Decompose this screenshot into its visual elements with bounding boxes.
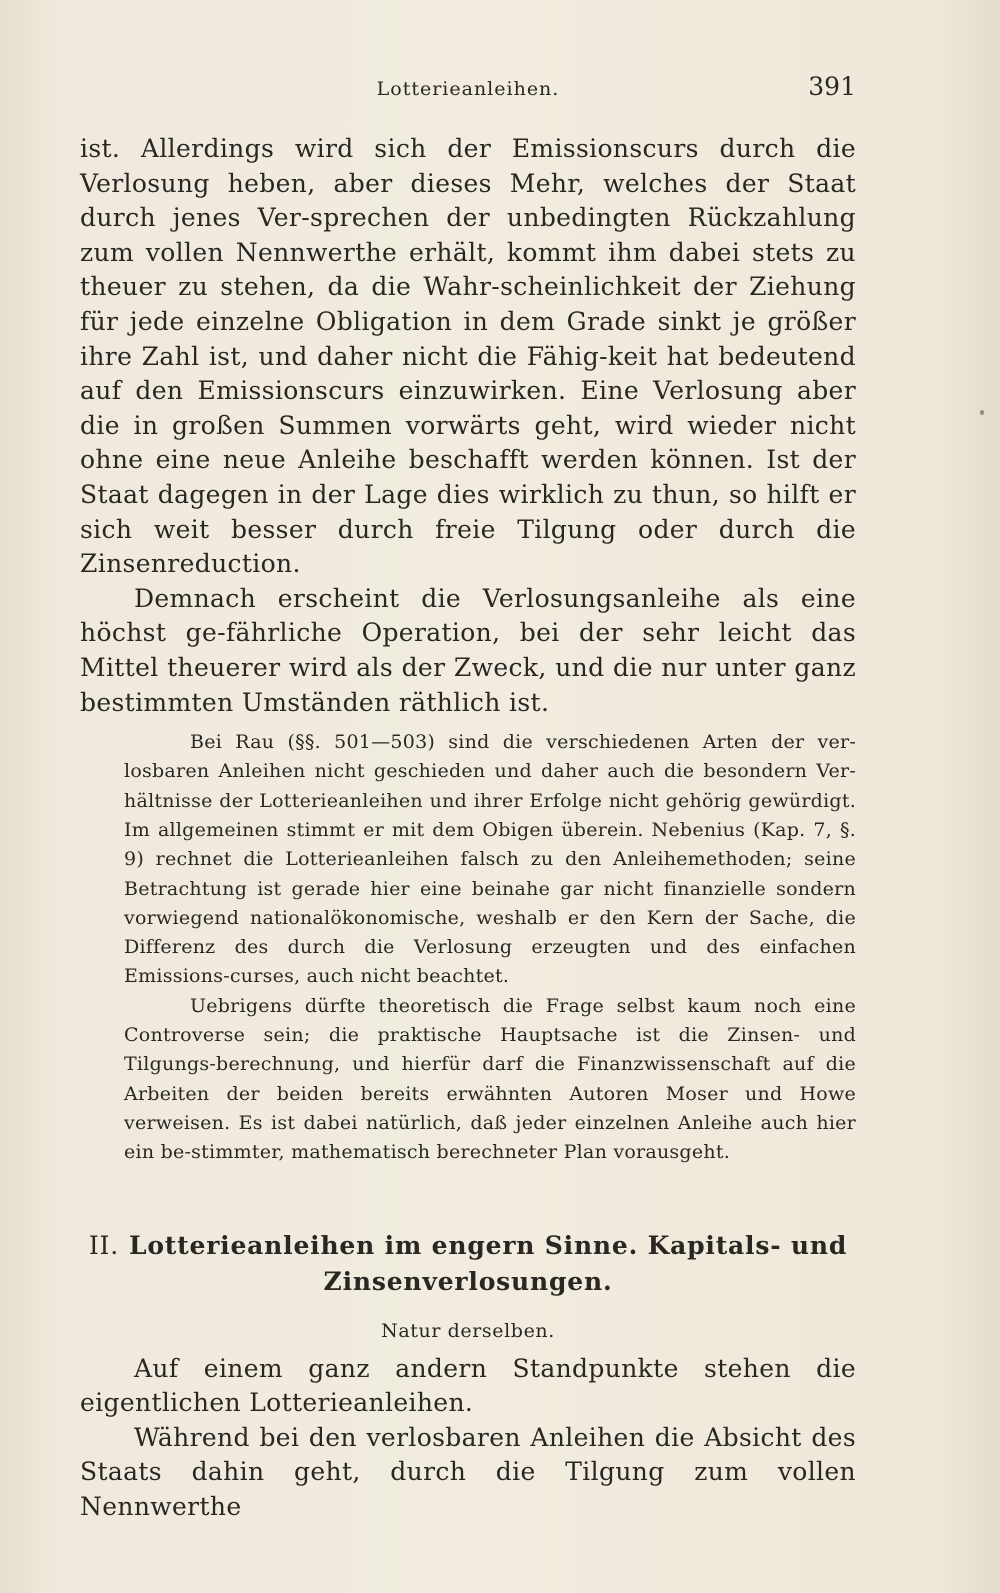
subheading: Natur derselben. <box>381 1319 555 1342</box>
section-title-text: Lotterieanleihen im engern Sinne. Kapitals- und <box>128 1230 848 1260</box>
body-paragraph: Während bei den verlosbaren Anleihen die Absicht des Staats dahin geht, durch die Tilgung zum vollen Nennwerthe <box>80 1422 856 1521</box>
body-paragraph: Demnach erscheint die Verlosungsanleihe als eine höchst ge-fährliche Operation, bei der sehr leicht das Mittel theuerer wird als der Zweck, und die nur unter ganz bestimmten Umständen räthlich ist. <box>80 583 856 717</box>
page-header <box>80 72 856 108</box>
page-number: 391 <box>808 72 856 101</box>
section-heading <box>80 1228 856 1300</box>
running-title: Lotterieanleihen. <box>376 78 560 100</box>
footnote-block <box>124 728 856 1167</box>
section-heading-line-1 <box>80 1228 856 1264</box>
section-numeral: II. <box>88 1230 119 1260</box>
body-paragraph: Auf einem ganz andern Standpunkte stehen die eigentlichen Lotterieanleihen. <box>80 1353 856 1418</box>
body-paragraph: ist. Allerdings wird sich der Emissionscurs durch die Verlosung heben, aber dieses Mehr, welches der Staat durch jenes Ver-sprechen der unbedingten Rückzahlung zum vollen Nennwerthe erhält, kommt ihm dabei stets zu theuer zu stehen, da die Wahr-scheinlichkeit der Ziehung für jede einzelne Obligation in dem Grade sinkt je größer ihre Zahl ist, und daher nicht die Fähig-keit hat bedeutend auf den Emissionscurs einzuwirken. Eine Verlosung aber die in großen Summen vorwärts geht, wird wieder nicht ohne eine neue Anleihe beschafft werden können. Ist der Staat dagegen in der Lage dies wirklich zu thun, so hilft er sich weit besser durch freie Tilgung oder durch die Zinsenreduction. <box>80 134 856 579</box>
paper-speck <box>980 410 984 415</box>
footnote-paragraph: Bei Rau (§§. 501—503) sind die verschiedenen Arten der ver-losbaren Anleihen nicht geschieden und daher auch die besondern Ver-hältnisse der Lotterieanleihen und ihrer Erfolge nicht gehörig gewürdigt. Im allgemeinen stimmt er mit dem Obigen überein. Nebenius (Kap. 7, §. 9) rechnet die Lotterieanleihen falsch zu den Anleihemethoden; seine Betrachtung ist gerade hier eine beinahe gar nicht finanzielle sondern vorwiegend nationalökonomische, weshalb er den Kern der Sache, die Differenz des durch die Verlosung erzeugten und des einfachen Emissions-curses, auch nicht beachtet. <box>124 731 856 988</box>
page-body <box>80 132 856 1525</box>
section-heading-line-2: Zinsenverlosungen. <box>323 1266 613 1296</box>
footnote-paragraph: Uebrigens dürfte theoretisch die Frage selbst kaum noch eine Controverse sein; die praktische Hauptsache ist die Zinsen- und Tilgungs-berechnung, und hierfür darf die Finanzwissenschaft auf die Arbeiten der beiden bereits erwähnten Autoren Moser und Howe verweisen. Es ist dabei natürlich, daß jeder einzelnen Anleihe auch hier ein be-stimmter, mathematisch berechneter Plan vorausgeht. <box>124 994 856 1164</box>
